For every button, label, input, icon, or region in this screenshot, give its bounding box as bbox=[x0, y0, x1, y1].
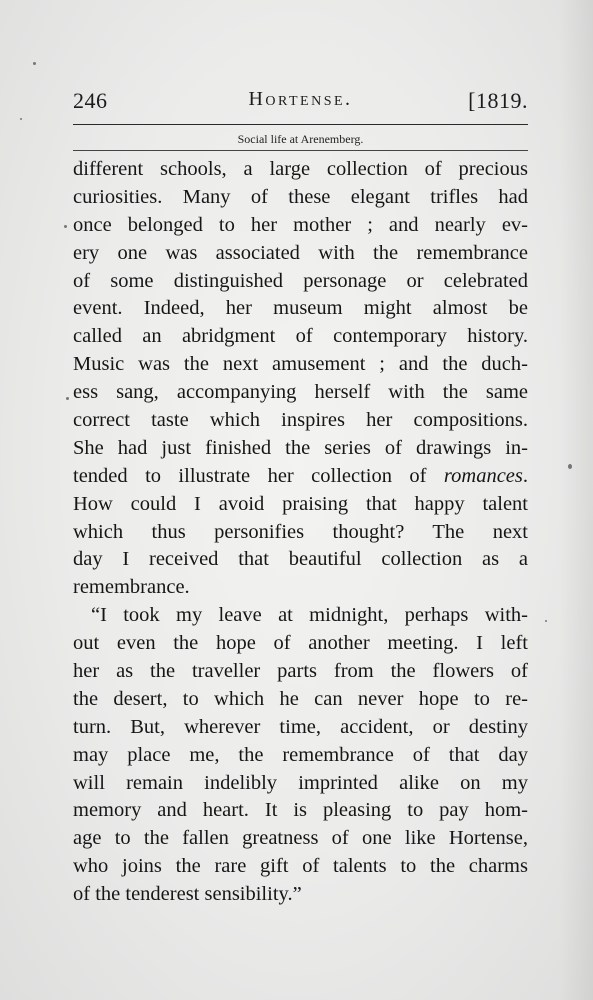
text-line: “I took my leave at midnight, perhaps with- bbox=[91, 604, 528, 627]
text-line: curiosities. Many of these elegant trifles had bbox=[73, 185, 528, 208]
text-line: her as the traveller parts from the flowers of bbox=[73, 660, 528, 683]
text-line: remembrance. bbox=[73, 576, 190, 599]
text-line: How could I avoid praising that happy talent bbox=[73, 492, 528, 515]
paper-speck bbox=[64, 225, 67, 228]
running-title: Hortense. bbox=[248, 88, 353, 110]
side-note-rule bbox=[73, 150, 528, 151]
body-text bbox=[73, 156, 528, 909]
text-line: will remain indelibly imprinted alike on my bbox=[73, 771, 528, 794]
text-line-start: tended to illustrate her collection of bbox=[73, 464, 444, 487]
text-line: the desert, to which he can never hope to re- bbox=[73, 687, 528, 710]
text-line: memory and heart. It is pleasing to pay hom- bbox=[73, 799, 528, 822]
text-line: day I received that beautiful collection as a bbox=[73, 548, 528, 571]
header-rule bbox=[73, 124, 528, 125]
side-note: Social life at Arenemberg. bbox=[237, 132, 364, 146]
paper-speck bbox=[33, 62, 36, 65]
text-line-with-italic bbox=[73, 463, 528, 491]
paper-speck bbox=[568, 464, 572, 469]
text-line: once belonged to her mother ; and nearly ev- bbox=[73, 213, 528, 236]
text-line: out even the hope of another meeting. I left bbox=[73, 632, 528, 655]
page-header bbox=[73, 88, 528, 118]
page-number: 246 bbox=[73, 88, 108, 113]
text-line: Music was the next amusement ; and the duch- bbox=[73, 353, 528, 376]
italic-tail: . bbox=[522, 464, 528, 487]
text-line: which thus personifies thought? The next bbox=[73, 520, 528, 543]
text-line: of the tenderest sensibility.” bbox=[73, 883, 302, 906]
text-line: correct taste which inspires her compositions. bbox=[73, 409, 528, 432]
text-line: age to the fallen greatness of one like Hortense, bbox=[73, 827, 528, 850]
text-line: She had just finished the series of drawings in- bbox=[73, 436, 528, 459]
text-line: may place me, the remembrance of that day bbox=[73, 743, 528, 766]
year-marker: [1819. bbox=[468, 88, 528, 113]
text-line: ess sang, accompanying herself with the same bbox=[73, 381, 528, 404]
text-line: turn. But, wherever time, accident, or destiny bbox=[73, 715, 528, 738]
text-line: who joins the rare gift of talents to the charms bbox=[73, 855, 528, 878]
text-line: ery one was associated with the remembrance bbox=[73, 241, 528, 264]
text-line: of some distinguished personage or celebrated bbox=[73, 269, 528, 292]
paper-speck bbox=[20, 118, 22, 120]
text-line: different schools, a large collection of precious bbox=[73, 158, 528, 180]
paper-speck bbox=[545, 620, 547, 622]
italic-word: romances bbox=[443, 464, 523, 487]
paper-speck bbox=[66, 397, 69, 400]
text-line: event. Indeed, her museum might almost be bbox=[73, 297, 528, 320]
text-line: called an abridgment of contemporary history. bbox=[73, 325, 528, 348]
